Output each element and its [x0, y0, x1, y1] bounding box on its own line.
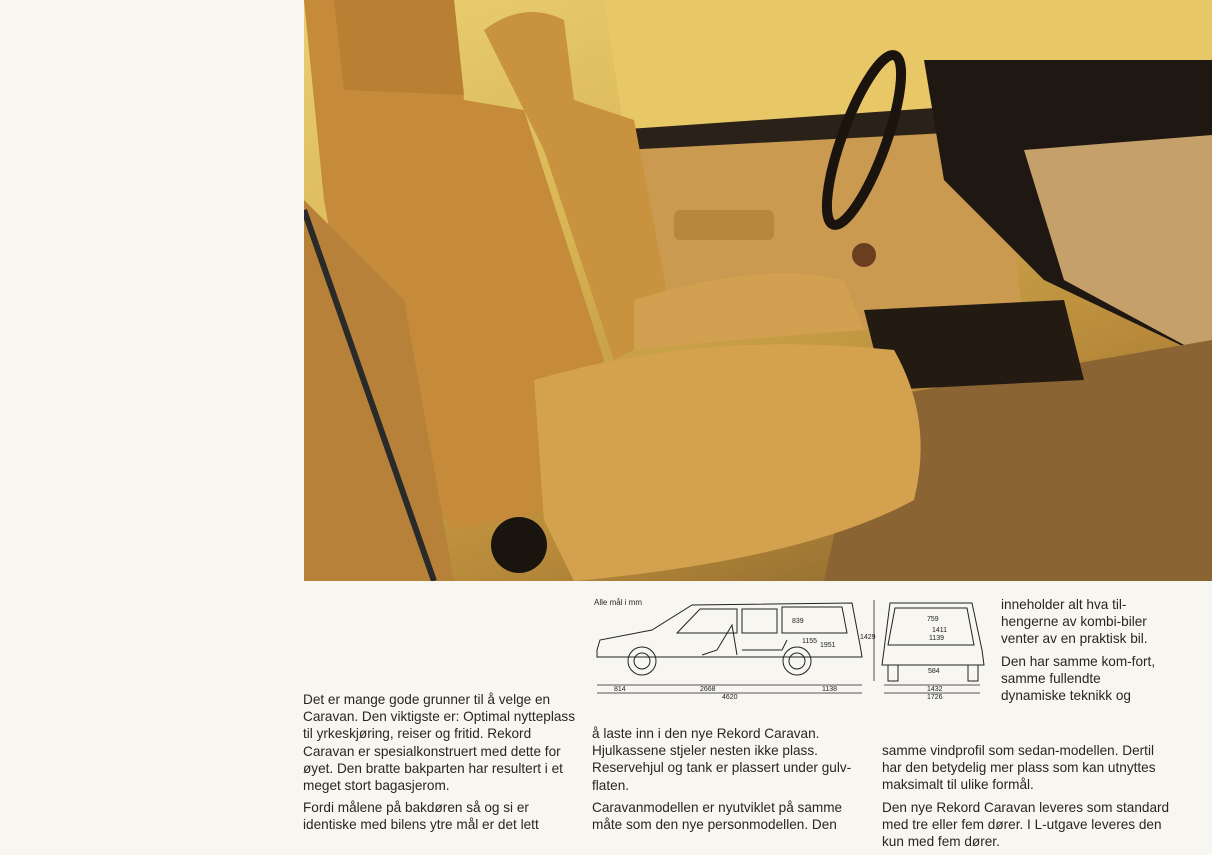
text-column-1 [303, 691, 581, 839]
text-column-2 [592, 725, 870, 838]
interior-photo [304, 0, 1212, 581]
dim-front-overhang: 814 [614, 686, 626, 693]
col3-paragraph-1: inneholder alt hva til-hengerne av kombi-biler venter av en praktisk bil. [1001, 597, 1148, 647]
dim-rear-overhang: 1138 [822, 686, 838, 693]
col3-paragraph-3: Den nye Rekord Caravan leveres som standard med tre eller fem dører. I L-utgave leveres den kun med fem dører. [882, 799, 1170, 850]
dimension-diagram [592, 595, 992, 705]
dim-height-total: 839 [792, 618, 804, 625]
col2-paragraph-2: Caravanmodellen er nyutviklet på samme måte som den nye personmodellen. Den [592, 799, 843, 833]
dim-rear-inner-width-top: 759 [927, 616, 939, 623]
diagram-caption: Alle mål i mm [594, 598, 643, 607]
dim-load-length: 1951 [820, 642, 836, 649]
dim-rear-overall-width: 1726 [927, 694, 943, 701]
dim-rear-track: 1432 [927, 686, 943, 693]
col3-paragraph-2-rest: samme vindprofil som sedan-modellen. Dertil har den betydelig mer plass som kan utnyttes maksimalt til ulike formål. [882, 743, 1156, 793]
dim-rear-loading: 1155 [802, 638, 818, 645]
dim-overall-length: 4620 [722, 694, 738, 701]
dim-rear-floor-width: 584 [928, 668, 940, 675]
side-view-car [597, 603, 862, 675]
dim-rear-width-a: 1411 [932, 627, 948, 634]
dim-wheelbase: 2668 [700, 686, 716, 693]
col1-paragraph-2: Fordi målene på bakdøren så og si er identiske med bilens ytre mål er det lett [303, 800, 539, 833]
text-column-3-bottom [882, 742, 1172, 855]
dim-rear-width-b: 1139 [929, 635, 945, 642]
text-column-3-top [1001, 596, 1161, 709]
col1-paragraph-1: Det er mange gode grunner til å velge en Caravan. Den viktigste er: Optimal nytteplass til yrkeskjøring, reiser og fritid. Rekord Caravan er spesialkonstruert med dette for øyet. Den bratte bakparten har resultert i et meget stort bagasjerom. [303, 692, 575, 794]
car-interior-illustration [304, 0, 1212, 581]
col2-paragraph-1: å laste inn i den nye Rekord Caravan. Hjulkassene stjeler nesten ikke plass. Reservehjul og tank er plassert under gulv-flaten. [592, 726, 852, 793]
dim-rear-overall-height: 1429 [860, 634, 876, 641]
col3-paragraph-2-start: Den har samme kom-fort, samme fullendte dynamiske teknikk og [1001, 653, 1156, 704]
